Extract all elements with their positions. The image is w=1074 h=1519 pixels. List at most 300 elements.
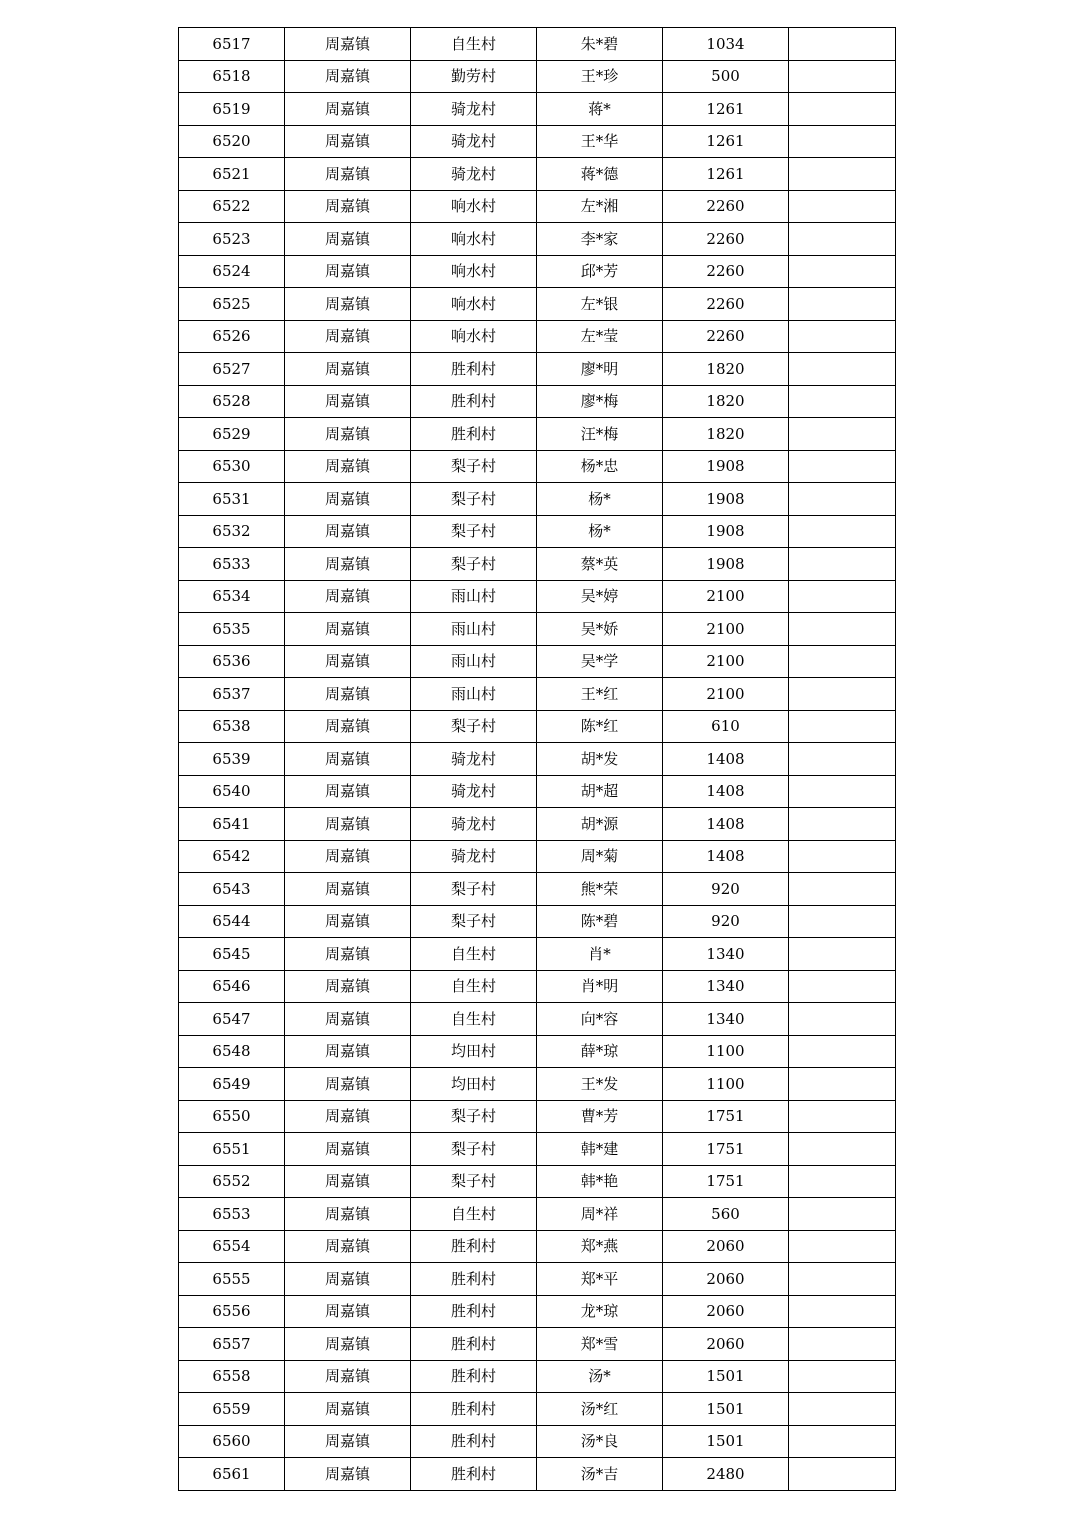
serial-number-cell: 6559	[179, 1393, 285, 1426]
table-row	[179, 385, 896, 418]
remark-cell	[789, 1003, 896, 1036]
name-cell: 李*家	[537, 223, 663, 256]
remark-cell	[789, 905, 896, 938]
name-cell: 汤*	[537, 1360, 663, 1393]
name-cell: 汤*红	[537, 1393, 663, 1426]
table-row	[179, 288, 896, 321]
amount-cell: 1408	[663, 808, 789, 841]
name-cell: 熊*荣	[537, 873, 663, 906]
town-cell: 周嘉镇	[285, 125, 411, 158]
table-row	[179, 483, 896, 516]
village-cell: 胜利村	[411, 1328, 537, 1361]
table-row	[179, 255, 896, 288]
name-cell: 周*菊	[537, 840, 663, 873]
amount-cell: 1100	[663, 1068, 789, 1101]
amount-cell: 2100	[663, 580, 789, 613]
serial-number-cell: 6552	[179, 1165, 285, 1198]
table-body	[179, 28, 896, 1491]
name-cell: 汪*梅	[537, 418, 663, 451]
remark-cell	[789, 385, 896, 418]
remark-cell	[789, 190, 896, 223]
serial-number-cell: 6555	[179, 1263, 285, 1296]
town-cell: 周嘉镇	[285, 418, 411, 451]
table-row	[179, 905, 896, 938]
amount-cell: 500	[663, 60, 789, 93]
name-cell: 杨*	[537, 515, 663, 548]
town-cell: 周嘉镇	[285, 840, 411, 873]
town-cell: 周嘉镇	[285, 775, 411, 808]
table-row	[179, 938, 896, 971]
amount-cell: 1261	[663, 158, 789, 191]
table-row	[179, 1328, 896, 1361]
amount-cell: 2260	[663, 255, 789, 288]
table-row	[179, 743, 896, 776]
name-cell: 王*红	[537, 678, 663, 711]
name-cell: 杨*	[537, 483, 663, 516]
table-row	[179, 353, 896, 386]
name-cell: 左*银	[537, 288, 663, 321]
amount-cell: 1751	[663, 1100, 789, 1133]
remark-cell	[789, 678, 896, 711]
village-cell: 梨子村	[411, 710, 537, 743]
serial-number-cell: 6533	[179, 548, 285, 581]
serial-number-cell: 6549	[179, 1068, 285, 1101]
name-cell: 吴*学	[537, 645, 663, 678]
town-cell: 周嘉镇	[285, 1198, 411, 1231]
remark-cell	[789, 548, 896, 581]
table-row	[179, 1425, 896, 1458]
village-cell: 胜利村	[411, 1458, 537, 1491]
town-cell: 周嘉镇	[285, 1360, 411, 1393]
serial-number-cell: 6550	[179, 1100, 285, 1133]
table-row	[179, 125, 896, 158]
serial-number-cell: 6524	[179, 255, 285, 288]
table-row	[179, 548, 896, 581]
serial-number-cell: 6556	[179, 1295, 285, 1328]
amount-cell: 2100	[663, 613, 789, 646]
table-row	[179, 840, 896, 873]
amount-cell: 1820	[663, 353, 789, 386]
village-cell: 雨山村	[411, 580, 537, 613]
serial-number-cell: 6544	[179, 905, 285, 938]
amount-cell: 1408	[663, 743, 789, 776]
remark-cell	[789, 60, 896, 93]
serial-number-cell: 6525	[179, 288, 285, 321]
town-cell: 周嘉镇	[285, 483, 411, 516]
town-cell: 周嘉镇	[285, 1230, 411, 1263]
name-cell: 肖*	[537, 938, 663, 971]
table-row	[179, 320, 896, 353]
town-cell: 周嘉镇	[285, 743, 411, 776]
remark-cell	[789, 125, 896, 158]
town-cell: 周嘉镇	[285, 93, 411, 126]
remark-cell	[789, 1165, 896, 1198]
village-cell: 自生村	[411, 1003, 537, 1036]
serial-number-cell: 6560	[179, 1425, 285, 1458]
table-row	[179, 223, 896, 256]
data-table	[178, 27, 896, 1491]
name-cell: 汤*良	[537, 1425, 663, 1458]
table-row	[179, 1393, 896, 1426]
remark-cell	[789, 223, 896, 256]
table-row	[179, 970, 896, 1003]
amount-cell: 2260	[663, 190, 789, 223]
town-cell: 周嘉镇	[285, 158, 411, 191]
amount-cell: 1908	[663, 548, 789, 581]
serial-number-cell: 6561	[179, 1458, 285, 1491]
village-cell: 均田村	[411, 1035, 537, 1068]
serial-number-cell: 6539	[179, 743, 285, 776]
village-cell: 雨山村	[411, 678, 537, 711]
remark-cell	[789, 1295, 896, 1328]
town-cell: 周嘉镇	[285, 1425, 411, 1458]
name-cell: 郑*雪	[537, 1328, 663, 1361]
table-row	[179, 645, 896, 678]
name-cell: 曹*芳	[537, 1100, 663, 1133]
table-row	[179, 1068, 896, 1101]
name-cell: 郑*燕	[537, 1230, 663, 1263]
amount-cell: 1034	[663, 28, 789, 61]
village-cell: 雨山村	[411, 613, 537, 646]
remark-cell	[789, 710, 896, 743]
village-cell: 骑龙村	[411, 840, 537, 873]
name-cell: 吴*娇	[537, 613, 663, 646]
name-cell: 肖*明	[537, 970, 663, 1003]
amount-cell: 1261	[663, 125, 789, 158]
remark-cell	[789, 1458, 896, 1491]
remark-cell	[789, 580, 896, 613]
town-cell: 周嘉镇	[285, 1458, 411, 1491]
town-cell: 周嘉镇	[285, 873, 411, 906]
serial-number-cell: 6531	[179, 483, 285, 516]
remark-cell	[789, 515, 896, 548]
remark-cell	[789, 93, 896, 126]
village-cell: 自生村	[411, 938, 537, 971]
town-cell: 周嘉镇	[285, 385, 411, 418]
village-cell: 响水村	[411, 223, 537, 256]
remark-cell	[789, 418, 896, 451]
serial-number-cell: 6558	[179, 1360, 285, 1393]
serial-number-cell: 6530	[179, 450, 285, 483]
village-cell: 自生村	[411, 1198, 537, 1231]
serial-number-cell: 6554	[179, 1230, 285, 1263]
village-cell: 胜利村	[411, 1230, 537, 1263]
serial-number-cell: 6521	[179, 158, 285, 191]
name-cell: 廖*明	[537, 353, 663, 386]
remark-cell	[789, 255, 896, 288]
table-row	[179, 1360, 896, 1393]
village-cell: 胜利村	[411, 418, 537, 451]
remark-cell	[789, 1035, 896, 1068]
village-cell: 胜利村	[411, 1295, 537, 1328]
amount-cell: 560	[663, 1198, 789, 1231]
serial-number-cell: 6543	[179, 873, 285, 906]
name-cell: 廖*梅	[537, 385, 663, 418]
remark-cell	[789, 743, 896, 776]
village-cell: 胜利村	[411, 353, 537, 386]
village-cell: 骑龙村	[411, 808, 537, 841]
town-cell: 周嘉镇	[285, 190, 411, 223]
amount-cell: 1820	[663, 418, 789, 451]
serial-number-cell: 6529	[179, 418, 285, 451]
serial-number-cell: 6522	[179, 190, 285, 223]
village-cell: 骑龙村	[411, 775, 537, 808]
serial-number-cell: 6557	[179, 1328, 285, 1361]
amount-cell: 1408	[663, 775, 789, 808]
remark-cell	[789, 288, 896, 321]
amount-cell: 2060	[663, 1263, 789, 1296]
town-cell: 周嘉镇	[285, 905, 411, 938]
village-cell: 响水村	[411, 288, 537, 321]
name-cell: 朱*碧	[537, 28, 663, 61]
serial-number-cell: 6548	[179, 1035, 285, 1068]
village-cell: 胜利村	[411, 1425, 537, 1458]
name-cell: 胡*源	[537, 808, 663, 841]
serial-number-cell: 6534	[179, 580, 285, 613]
amount-cell: 920	[663, 873, 789, 906]
table-row	[179, 1198, 896, 1231]
table-row	[179, 1100, 896, 1133]
remark-cell	[789, 1360, 896, 1393]
remark-cell	[789, 840, 896, 873]
village-cell: 梨子村	[411, 515, 537, 548]
village-cell: 骑龙村	[411, 93, 537, 126]
name-cell: 蒋*德	[537, 158, 663, 191]
town-cell: 周嘉镇	[285, 645, 411, 678]
remark-cell	[789, 873, 896, 906]
serial-number-cell: 6542	[179, 840, 285, 873]
amount-cell: 1908	[663, 515, 789, 548]
serial-number-cell: 6541	[179, 808, 285, 841]
name-cell: 韩*建	[537, 1133, 663, 1166]
amount-cell: 2260	[663, 320, 789, 353]
serial-number-cell: 6523	[179, 223, 285, 256]
table-row	[179, 418, 896, 451]
village-cell: 梨子村	[411, 1133, 537, 1166]
amount-cell: 2260	[663, 288, 789, 321]
village-cell: 均田村	[411, 1068, 537, 1101]
table-row	[179, 515, 896, 548]
serial-number-cell: 6547	[179, 1003, 285, 1036]
village-cell: 雨山村	[411, 645, 537, 678]
amount-cell: 2060	[663, 1328, 789, 1361]
table-row	[179, 775, 896, 808]
table-row	[179, 678, 896, 711]
amount-cell: 1340	[663, 970, 789, 1003]
remark-cell	[789, 938, 896, 971]
amount-cell: 1751	[663, 1133, 789, 1166]
town-cell: 周嘉镇	[285, 1165, 411, 1198]
village-cell: 响水村	[411, 255, 537, 288]
remark-cell	[789, 1068, 896, 1101]
amount-cell: 2060	[663, 1230, 789, 1263]
name-cell: 杨*忠	[537, 450, 663, 483]
town-cell: 周嘉镇	[285, 613, 411, 646]
amount-cell: 1261	[663, 93, 789, 126]
remark-cell	[789, 1133, 896, 1166]
village-cell: 骑龙村	[411, 743, 537, 776]
name-cell: 邱*芳	[537, 255, 663, 288]
town-cell: 周嘉镇	[285, 255, 411, 288]
town-cell: 周嘉镇	[285, 1393, 411, 1426]
town-cell: 周嘉镇	[285, 1068, 411, 1101]
remark-cell	[789, 320, 896, 353]
town-cell: 周嘉镇	[285, 1263, 411, 1296]
remark-cell	[789, 613, 896, 646]
name-cell: 吴*婷	[537, 580, 663, 613]
town-cell: 周嘉镇	[285, 710, 411, 743]
village-cell: 胜利村	[411, 1263, 537, 1296]
name-cell: 王*珍	[537, 60, 663, 93]
name-cell: 周*祥	[537, 1198, 663, 1231]
town-cell: 周嘉镇	[285, 223, 411, 256]
table-row	[179, 580, 896, 613]
amount-cell: 610	[663, 710, 789, 743]
town-cell: 周嘉镇	[285, 450, 411, 483]
serial-number-cell: 6518	[179, 60, 285, 93]
serial-number-cell: 6528	[179, 385, 285, 418]
table-row	[179, 613, 896, 646]
name-cell: 陈*红	[537, 710, 663, 743]
name-cell: 胡*发	[537, 743, 663, 776]
name-cell: 左*莹	[537, 320, 663, 353]
village-cell: 梨子村	[411, 1165, 537, 1198]
name-cell: 向*容	[537, 1003, 663, 1036]
village-cell: 胜利村	[411, 1360, 537, 1393]
town-cell: 周嘉镇	[285, 353, 411, 386]
town-cell: 周嘉镇	[285, 60, 411, 93]
name-cell: 王*发	[537, 1068, 663, 1101]
amount-cell: 1340	[663, 938, 789, 971]
name-cell: 胡*超	[537, 775, 663, 808]
amount-cell: 1908	[663, 483, 789, 516]
village-cell: 胜利村	[411, 385, 537, 418]
village-cell: 梨子村	[411, 873, 537, 906]
table-row	[179, 1295, 896, 1328]
serial-number-cell: 6537	[179, 678, 285, 711]
town-cell: 周嘉镇	[285, 320, 411, 353]
remark-cell	[789, 1230, 896, 1263]
table-row	[179, 28, 896, 61]
amount-cell: 1820	[663, 385, 789, 418]
serial-number-cell: 6527	[179, 353, 285, 386]
remark-cell	[789, 1328, 896, 1361]
remark-cell	[789, 1100, 896, 1133]
name-cell: 王*华	[537, 125, 663, 158]
remark-cell	[789, 645, 896, 678]
remark-cell	[789, 450, 896, 483]
serial-number-cell: 6553	[179, 1198, 285, 1231]
table-row	[179, 1458, 896, 1491]
village-cell: 梨子村	[411, 450, 537, 483]
serial-number-cell: 6545	[179, 938, 285, 971]
serial-number-cell: 6540	[179, 775, 285, 808]
remark-cell	[789, 1393, 896, 1426]
town-cell: 周嘉镇	[285, 580, 411, 613]
serial-number-cell: 6546	[179, 970, 285, 1003]
name-cell: 蒋*	[537, 93, 663, 126]
amount-cell: 1408	[663, 840, 789, 873]
name-cell: 薛*琼	[537, 1035, 663, 1068]
remark-cell	[789, 353, 896, 386]
village-cell: 梨子村	[411, 548, 537, 581]
amount-cell: 2100	[663, 678, 789, 711]
serial-number-cell: 6517	[179, 28, 285, 61]
amount-cell: 1340	[663, 1003, 789, 1036]
town-cell: 周嘉镇	[285, 938, 411, 971]
table-row	[179, 710, 896, 743]
village-cell: 梨子村	[411, 483, 537, 516]
serial-number-cell: 6538	[179, 710, 285, 743]
table-row	[179, 93, 896, 126]
village-cell: 骑龙村	[411, 158, 537, 191]
name-cell: 陈*碧	[537, 905, 663, 938]
table-row	[179, 158, 896, 191]
town-cell: 周嘉镇	[285, 28, 411, 61]
village-cell: 梨子村	[411, 905, 537, 938]
amount-cell: 2060	[663, 1295, 789, 1328]
village-cell: 勤劳村	[411, 60, 537, 93]
town-cell: 周嘉镇	[285, 515, 411, 548]
town-cell: 周嘉镇	[285, 548, 411, 581]
table-row	[179, 450, 896, 483]
serial-number-cell: 6551	[179, 1133, 285, 1166]
amount-cell: 1501	[663, 1425, 789, 1458]
amount-cell: 2260	[663, 223, 789, 256]
town-cell: 周嘉镇	[285, 970, 411, 1003]
name-cell: 郑*平	[537, 1263, 663, 1296]
amount-cell: 2480	[663, 1458, 789, 1491]
amount-cell: 1501	[663, 1393, 789, 1426]
table-row	[179, 1165, 896, 1198]
amount-cell: 1100	[663, 1035, 789, 1068]
amount-cell: 1501	[663, 1360, 789, 1393]
amount-cell: 1908	[663, 450, 789, 483]
town-cell: 周嘉镇	[285, 1035, 411, 1068]
town-cell: 周嘉镇	[285, 1003, 411, 1036]
town-cell: 周嘉镇	[285, 678, 411, 711]
amount-cell: 2100	[663, 645, 789, 678]
name-cell: 龙*琼	[537, 1295, 663, 1328]
serial-number-cell: 6519	[179, 93, 285, 126]
remark-cell	[789, 28, 896, 61]
remark-cell	[789, 483, 896, 516]
table-row	[179, 60, 896, 93]
town-cell: 周嘉镇	[285, 1328, 411, 1361]
amount-cell: 920	[663, 905, 789, 938]
village-cell: 响水村	[411, 190, 537, 223]
table-row	[179, 1003, 896, 1036]
town-cell: 周嘉镇	[285, 288, 411, 321]
serial-number-cell: 6526	[179, 320, 285, 353]
remark-cell	[789, 1263, 896, 1296]
serial-number-cell: 6532	[179, 515, 285, 548]
remark-cell	[789, 1198, 896, 1231]
name-cell: 韩*艳	[537, 1165, 663, 1198]
town-cell: 周嘉镇	[285, 808, 411, 841]
village-cell: 自生村	[411, 28, 537, 61]
village-cell: 自生村	[411, 970, 537, 1003]
serial-number-cell: 6520	[179, 125, 285, 158]
town-cell: 周嘉镇	[285, 1133, 411, 1166]
remark-cell	[789, 158, 896, 191]
remark-cell	[789, 808, 896, 841]
remark-cell	[789, 1425, 896, 1458]
table-row	[179, 808, 896, 841]
village-cell: 胜利村	[411, 1393, 537, 1426]
name-cell: 左*湘	[537, 190, 663, 223]
serial-number-cell: 6536	[179, 645, 285, 678]
